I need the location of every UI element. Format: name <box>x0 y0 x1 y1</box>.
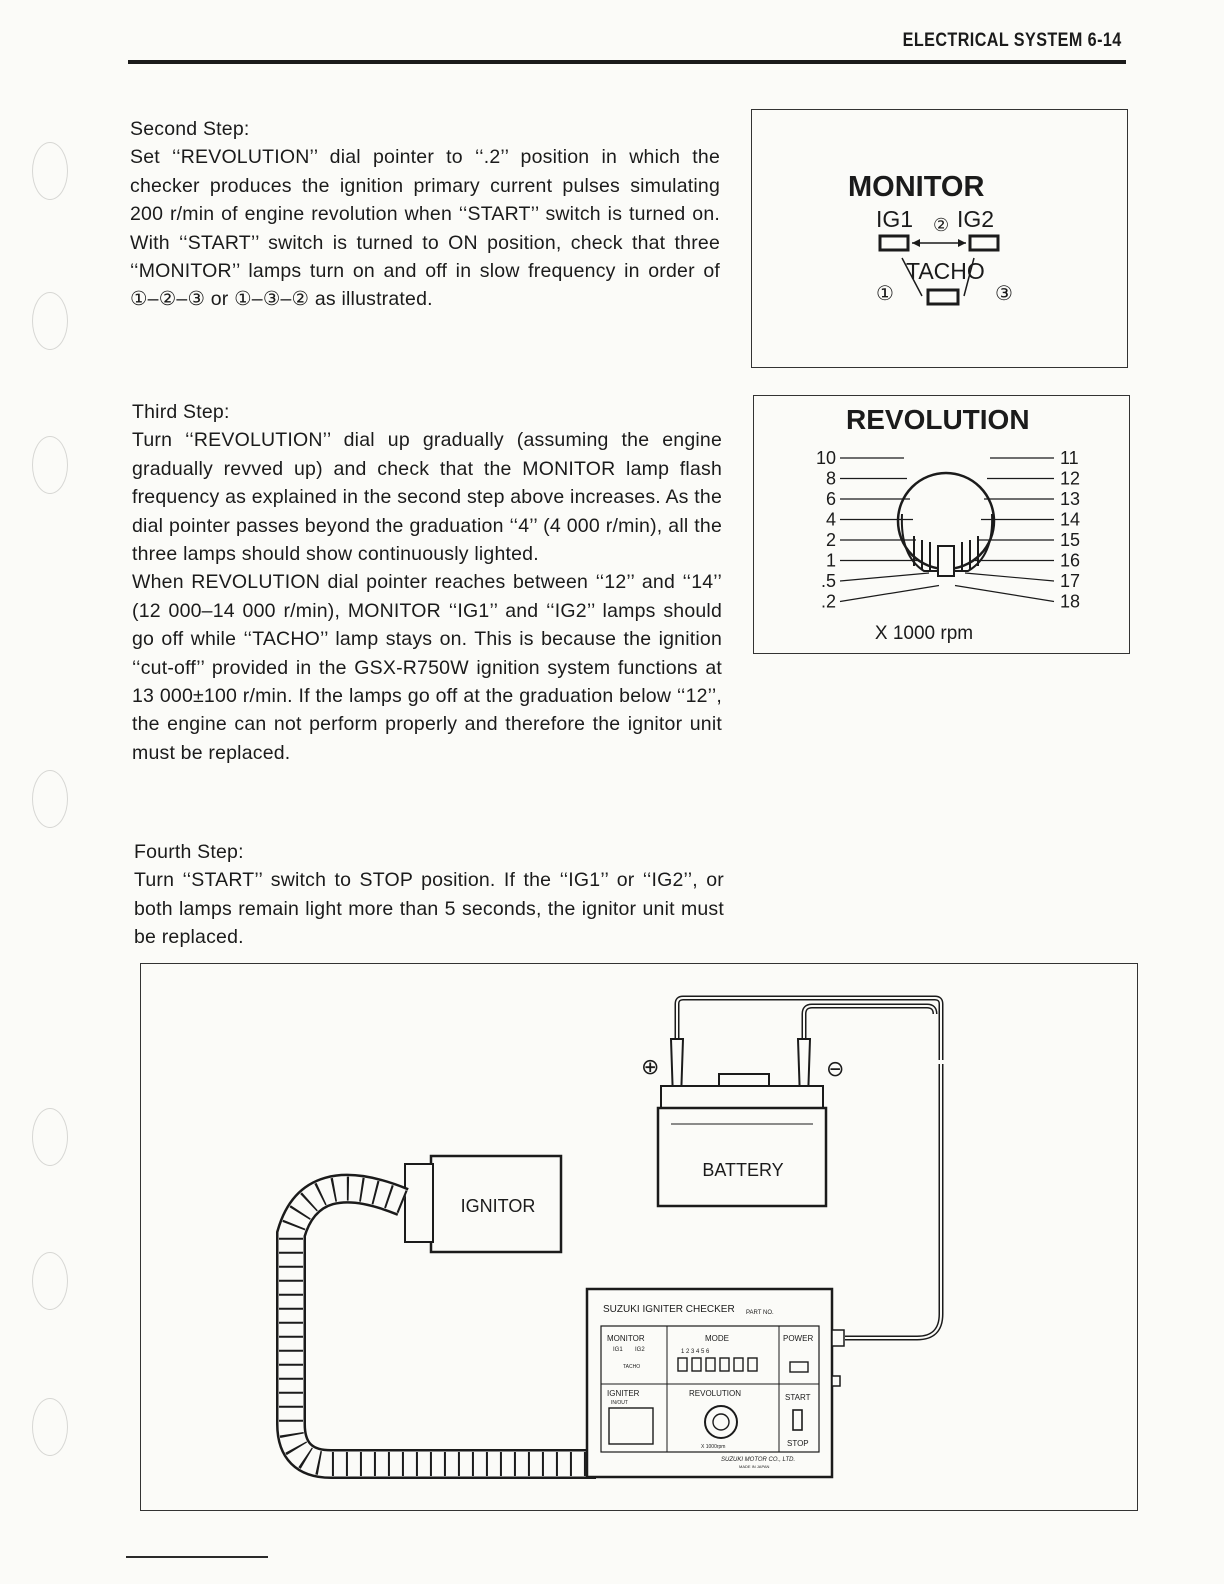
binder-hole <box>32 292 68 350</box>
revolution-left-tick-line <box>840 573 929 581</box>
checker-made-in: MADE IN JAPAN <box>739 1464 770 1469</box>
revolution-right-tick-label: 17 <box>1060 571 1081 591</box>
checker-mode-label: MODE <box>705 1334 729 1343</box>
binder-hole <box>32 770 68 828</box>
monitor-marker-1: ① <box>876 283 894 305</box>
checker-power-label: POWER <box>783 1334 814 1343</box>
checker-stop-label: STOP <box>787 1439 809 1448</box>
monitor-tacho-label: TACHO <box>906 258 985 284</box>
revolution-right-tick-line <box>965 573 1054 581</box>
revolution-left-tick-label: 2 <box>825 530 836 550</box>
checker-ig2-label: IG2 <box>635 1347 645 1353</box>
battery-plus-symbol: ⊕ <box>641 1054 660 1079</box>
revolution-left-tick-label: .2 <box>820 591 836 612</box>
revolution-left-tick-label: 6 <box>825 489 836 509</box>
footer-rule <box>126 1556 268 1558</box>
revolution-title: REVOLUTION <box>846 404 1030 435</box>
monitor-marker-3: ③ <box>995 283 1013 305</box>
battery-label: BATTERY <box>702 1160 784 1180</box>
monitor-ig2-label: IG2 <box>957 206 995 232</box>
revolution-right-tick-label: 15 <box>1060 530 1081 550</box>
binder-hole <box>32 1108 68 1166</box>
revolution-unit-label: X 1000 rpm <box>874 623 974 644</box>
fourth-step-text: Turn ‘‘START’’ switch to STOP position. If the ‘‘IG1’’ or ‘‘IG2’’, or both lamps remain light more than 5 seconds, the ignitor unit must be replaced. <box>134 869 724 949</box>
page-header-title: ELECTRICAL SYSTEM 6-14 <box>902 30 1122 51</box>
checker-part-no: PART NO. <box>746 1310 774 1316</box>
checker-revolution-label: REVOLUTION <box>689 1389 742 1398</box>
binder-hole <box>32 142 68 200</box>
revolution-right-tick-label: 18 <box>1060 591 1081 612</box>
checker-mode-numbers: 1 2 3 4 5 6 <box>681 1349 710 1355</box>
monitor-ig1-lamp <box>880 236 908 250</box>
checker-tacho-label: TACHO <box>623 1364 641 1370</box>
revolution-diagram <box>754 396 1129 653</box>
revolution-right-tick-label: 13 <box>1060 489 1081 509</box>
revolution-left-tick-line <box>840 586 939 602</box>
third-step-text-2: When REVOLUTION dial pointer reaches between ‘‘12’’ and ‘‘14’’ (12 000–14 000 r/min), MONITOR ‘‘IG1’’ and ‘‘IG2’’ lamps should go off while ‘‘TACHO’’ lamp stays on. This is because the ignition ‘‘cut-off’’ provided in the GSX-R750W ignition system functions at 13 000±100 r/min. If the lamps go off at the graduation below ‘‘12’’, the engine can not perform properly and therefore the ignitor unit must be replaced. <box>132 571 722 764</box>
monitor-diagram <box>752 110 1127 367</box>
battery-cable-minus <box>804 1006 935 1059</box>
revolution-left-tick-label: .5 <box>820 571 836 591</box>
checker-cable-gland <box>832 1330 844 1346</box>
third-step-heading: Third Step: <box>132 401 230 423</box>
checker-power-cable-core <box>845 1064 941 1338</box>
fourth-step-section <box>134 838 724 952</box>
binder-hole <box>32 436 68 494</box>
checker-start-label: START <box>785 1393 811 1402</box>
monitor-title: MONITOR <box>848 171 985 203</box>
battery-top <box>661 1086 823 1108</box>
third-step-text: Turn ‘‘REVOLUTION’’ dial up gradually (assuming the engine gradually revved up) and check that the MONITOR lamp flash frequency as explained in the second step above increases. As the dial pointer passes beyond the graduation ‘‘4’’ (4 000 r/min), all the three lamps should show continuously lighted. <box>132 429 722 566</box>
revolution-dial-pointer <box>938 546 954 576</box>
battery-cable-minus-core <box>804 1006 935 1059</box>
checker-maker: SUZUKI MOTOR CO., LTD. <box>721 1457 796 1463</box>
second-step-text: Set ‘‘REVOLUTION’’ dial pointer to ‘‘.2’’ position in which the checker produces the ignition primary current pulses simulating 200 r/min of engine revolution when ‘‘START’’ switch is turned on. With ‘‘START’’ switch is turned to ON position, check that three ‘‘MONITOR’’ lamps turn on and off in slow frequency in order of ①–②–③ or ①–③–② as illustrated. <box>130 146 720 311</box>
second-step-section <box>130 115 720 314</box>
binder-hole <box>32 1252 68 1310</box>
ignitor-connector <box>405 1164 433 1242</box>
wiring-diagram <box>141 964 1137 1510</box>
monitor-tacho-lamp <box>928 290 958 304</box>
third-step-section <box>132 398 722 767</box>
header-rule <box>128 60 1126 64</box>
revolution-right-tick-label: 16 <box>1060 550 1081 571</box>
revolution-left-tick-label: 10 <box>815 448 836 468</box>
revolution-left-tick-label: 8 <box>825 468 836 489</box>
checker-title: SUZUKI IGNITER CHECKER <box>603 1304 735 1315</box>
second-step-heading: Second Step: <box>130 118 250 140</box>
monitor-figure <box>751 109 1128 368</box>
checker-rpm-label: X 1000rpm <box>701 1444 726 1450</box>
checker-inout-label: IN/OUT <box>611 1400 628 1406</box>
revolution-right-tick-label: 12 <box>1060 468 1081 489</box>
monitor-ig1-label: IG1 <box>876 206 914 232</box>
ignitor-label: IGNITOR <box>460 1196 536 1216</box>
revolution-figure <box>753 395 1130 654</box>
revolution-right-tick-line <box>955 586 1054 602</box>
revolution-right-tick-label: 14 <box>1060 509 1081 530</box>
revolution-right-tick-label: 11 <box>1060 448 1079 468</box>
revolution-left-tick-label: 1 <box>825 550 836 571</box>
checker-monitor-label: MONITOR <box>607 1334 645 1343</box>
monitor-marker-2: ② <box>933 215 950 235</box>
wiring-figure <box>140 963 1138 1511</box>
battery-body <box>658 1108 826 1206</box>
binder-hole <box>32 1398 68 1456</box>
checker-power-cable <box>845 1064 941 1338</box>
fourth-step-heading: Fourth Step: <box>134 841 244 863</box>
revolution-left-tick-label: 4 <box>825 509 836 530</box>
checker-side-knob <box>832 1376 840 1386</box>
battery-minus-symbol: ⊖ <box>826 1056 845 1081</box>
checker-ig1-label: IG1 <box>613 1347 623 1353</box>
monitor-ig2-lamp <box>970 236 998 250</box>
checker-igniter-label: IGNITER <box>607 1389 640 1398</box>
